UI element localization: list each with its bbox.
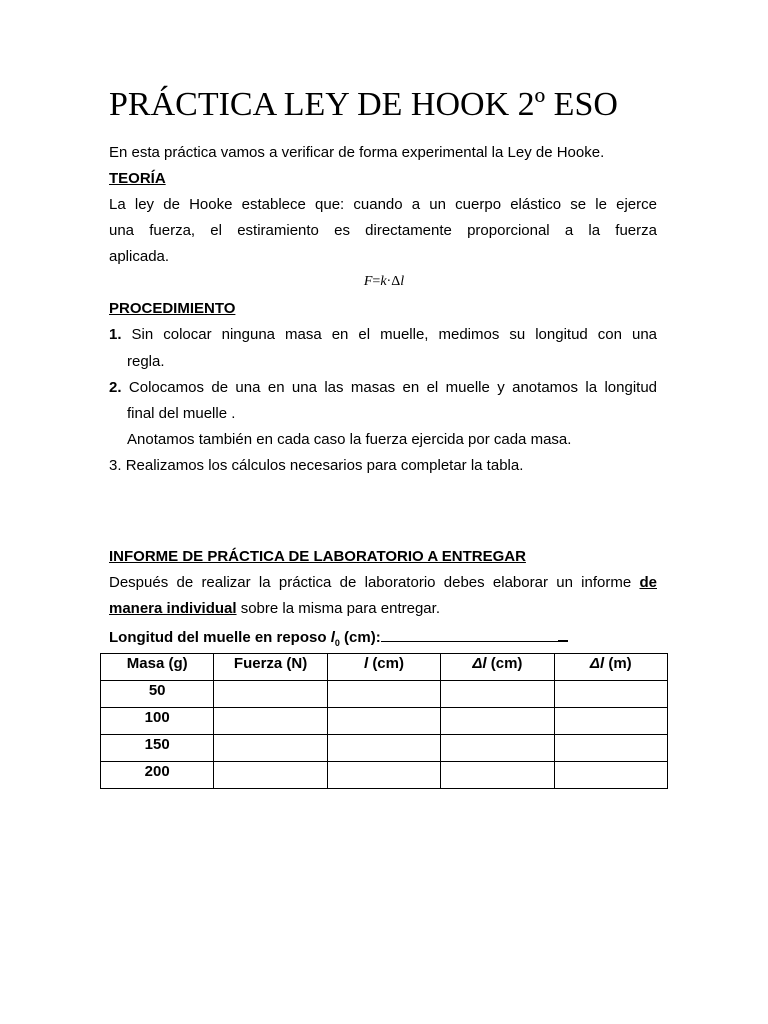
delta-l-cm-cell[interactable] [441,708,554,735]
delta-l-cm-cell[interactable] [441,762,554,789]
formula-l: l [400,274,405,289]
table-row [101,708,668,735]
formula-k: k [380,274,387,289]
table-row [101,681,668,708]
step-3-line-1 [109,456,657,476]
table-header-row [101,654,668,681]
formula-dot: · [386,274,392,289]
fuerza-cell[interactable] [214,708,327,735]
header-dlm-unit: (m) [608,655,632,672]
teoria-line-1: La ley de Hooke establece que: cuando a un cuerpo elástico se le ejerce [109,196,657,213]
step-2-line-3: Anotamos también en cada caso la fuerza ejercida por cada masa. [127,431,572,448]
l-cell[interactable] [327,762,440,789]
teoria-line-3: aplicada. [109,248,170,265]
longitud-blank-tail [558,626,568,642]
header-delta-l-m [554,654,667,681]
informe-line-1-text: Después de realizar la práctica de laboratorio debes elaborar un informe [109,574,632,591]
delta-l-m-cell[interactable] [554,708,667,735]
delta-l-m-cell[interactable] [554,762,667,789]
results-table [100,653,668,789]
table-row [101,762,668,789]
longitud-reposo-row [109,626,657,653]
header-masa: Masa (g) [101,654,214,681]
formula-f: F [363,274,373,289]
header-delta-l-cm [441,654,554,681]
header-fuerza: Fuerza (N) [214,654,327,681]
delta-l-m-cell[interactable] [554,735,667,762]
masa-cell: 150 [101,735,214,762]
header-l [327,654,440,681]
informe-line-2 [109,599,657,619]
fuerza-cell[interactable] [214,762,327,789]
step-1-line-1 [109,325,657,345]
step-2-line-1 [109,378,657,398]
longitud-blank[interactable] [381,627,558,642]
fuerza-cell[interactable] [214,735,327,762]
step-1-number: 1. [109,326,122,343]
longitud-label: Longitud del muelle en reposo [109,629,327,646]
header-l-unit: (cm) [372,655,404,672]
delta-l-cm-cell[interactable] [441,735,554,762]
table-row [101,735,668,762]
informe-heading: INFORME DE PRÁCTICA DE LABORATORIO A ENTREGAR [109,548,526,565]
step-1-line-2: regla. [127,353,165,370]
informe-emphasis-de: de [639,574,657,591]
formula-delta: Δ [391,274,401,289]
masa-cell: 200 [101,762,214,789]
header-dlcm-unit: (cm) [490,655,523,672]
delta-l-m-cell[interactable] [554,681,667,708]
l-cell[interactable] [327,708,440,735]
step-2-number: 2. [109,379,122,396]
teoria-line-2: una fuerza, el estiramiento es directamente proporcional a la fuerza [109,222,657,239]
formula-eq: = [372,274,381,289]
informe-emphasis-individual: manera individual [109,600,237,617]
l-cell[interactable] [327,681,440,708]
longitud-var: l [330,629,335,646]
step-2-line-2: final del muelle . [127,405,236,422]
procedimiento-heading: PROCEDIMIENTO [109,300,236,317]
step-3-text: Realizamos los cálculos necesarios para completar la tabla. [125,457,524,474]
header-dlm-var: Δl [589,655,605,672]
hooke-formula [0,273,768,291]
longitud-sub: 0 [334,638,340,648]
informe-line-2-text: sobre la misma para entregar. [240,600,440,617]
longitud-unit: (cm): [344,629,381,646]
step-1-text: Sin colocar ninguna masa en el muelle, medimos su longitud con una [131,326,658,343]
l-cell[interactable] [327,735,440,762]
teoria-heading: TEORÍA [109,170,166,187]
header-l-var: l [363,655,369,672]
delta-l-cm-cell[interactable] [441,681,554,708]
step-2-text: Colocamos de una en una las masas en el muelle y anotamos la longitud [128,379,658,396]
masa-cell: 50 [101,681,214,708]
page-title: PRÁCTICA LEY DE HOOK 2º ESO [109,86,618,123]
intro-text: En esta práctica vamos a verificar de forma experimental la Ley de Hooke. [109,144,605,161]
header-dlcm-var: Δl [472,655,487,672]
fuerza-cell[interactable] [214,681,327,708]
step-3-number: 3. [109,457,122,474]
informe-line-1 [109,573,657,593]
masa-cell: 100 [101,708,214,735]
